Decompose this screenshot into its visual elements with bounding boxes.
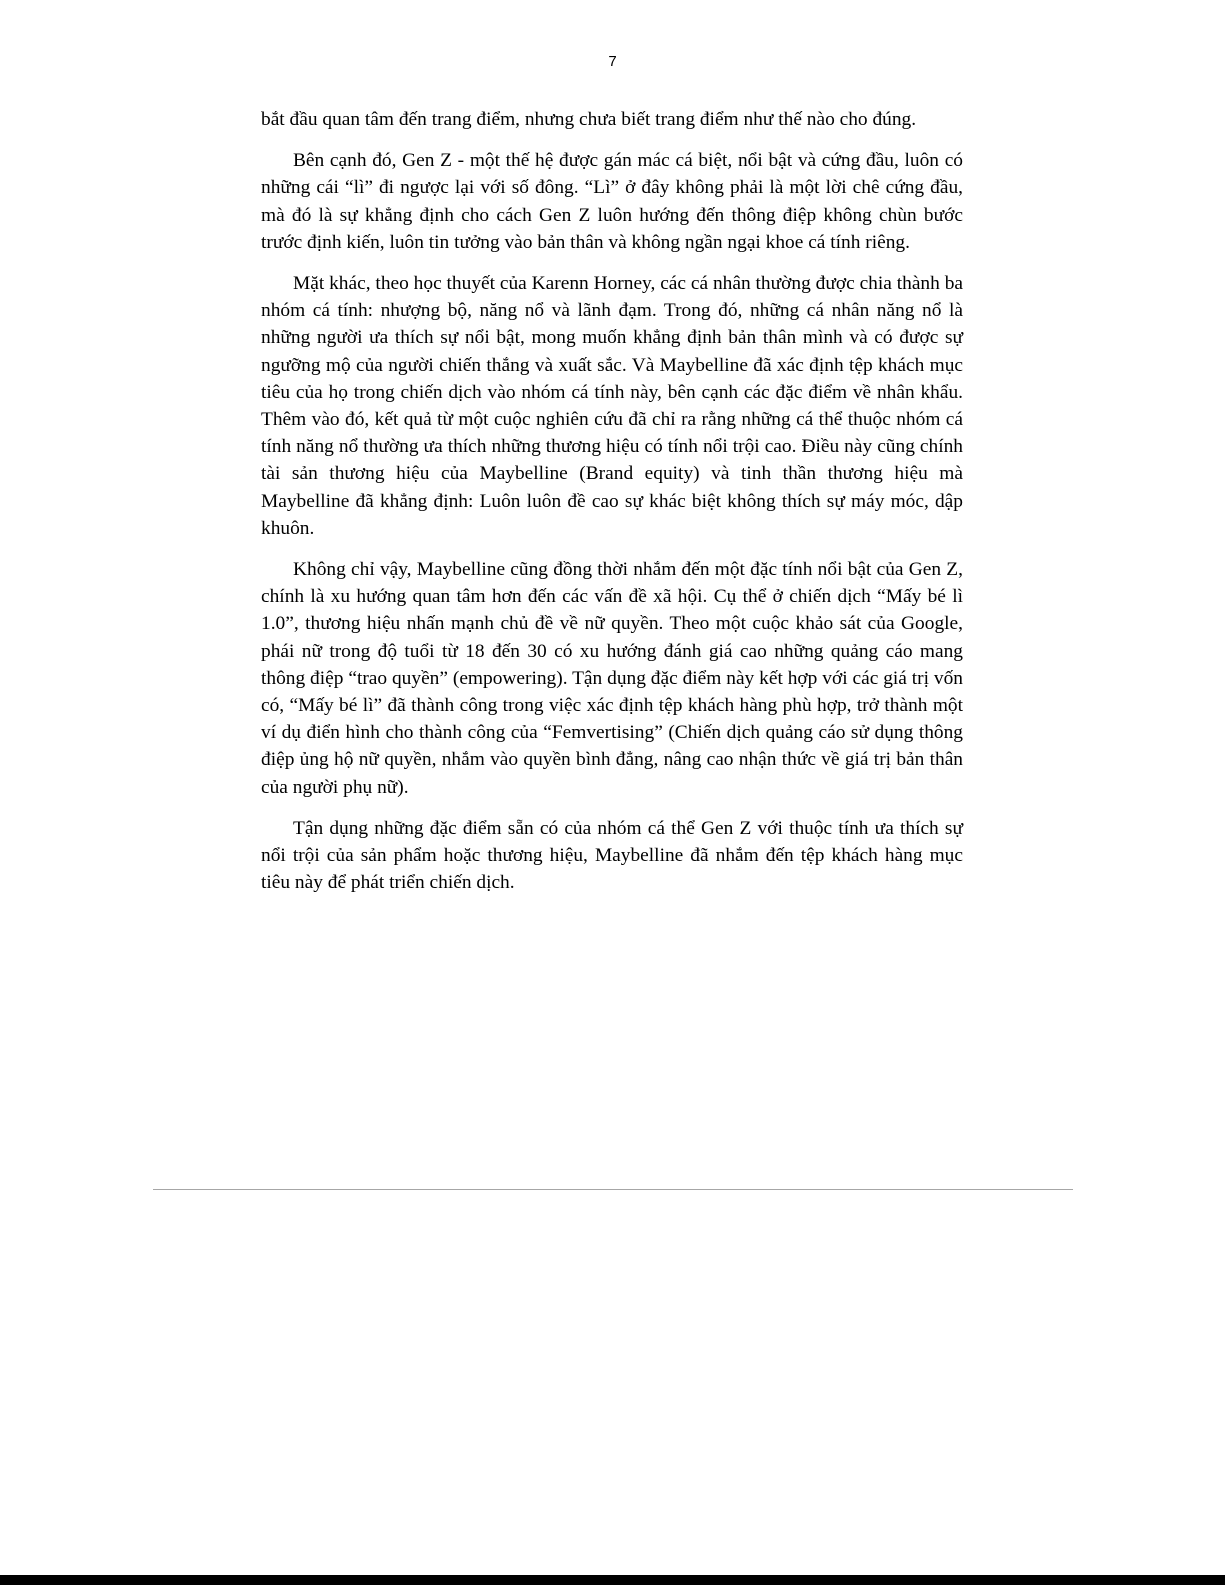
paragraph-social-issues: Không chỉ vậy, Maybelline cũng đồng thời nhắm đến một đặc tính nổi bật của Gen Z, chính là xu hướng quan tâm hơn đến các vấn đề xã hội. Cụ thể ở chiến dịch “Mấy bé lì 1.0”, thương hiệu nhấn mạnh chủ đề về nữ quyền. Theo một cuộc khảo sát của Google, phái nữ trong độ tuổi từ 18 đến 30 có xu hướng đánh giá cao những quảng cáo mang thông điệp “trao quyền” (empowering). Tận dụng đặc điểm này kết hợp với các giá trị vốn có, “Mấy bé lì” đã thành công trong việc xác định tệp khách hàng phù hợp, trở thành một ví dụ điển hình cho thành công của “Femvertising” (Chiến dịch quảng cáo sử dụng thông điệp ủng hộ nữ quyền, nhắm vào quyền bình đẳng, nâng cao nhận thức về giá trị bản thân của người phụ nữ). bbox=[261, 559, 963, 798]
paragraph-gen-z-li: Bên cạnh đó, Gen Z - một thế hệ được gán mác cá biệt, nổi bật và cứng đầu, luôn có những cái “lì” đi ngược lại với số đông. “Lì” ở đây không phải là một lời chê cứng đầu, mà đó là sự khẳng định cho cách Gen Z luôn hướng đến thông điệp không chùn bước trước định kiến, luôn tin tưởng vào bản thân và không ngần ngại khoe cá tính riêng. bbox=[261, 150, 963, 253]
page-number: 7 bbox=[608, 53, 617, 70]
document-body bbox=[261, 106, 963, 910]
paragraph-continued: bắt đầu quan tâm đến trang điểm, nhưng chưa biết trang điểm như thế nào cho đúng. bbox=[261, 109, 917, 130]
paragraph-karen-horney-theory: Mặt khác, theo học thuyết của Karenn Horney, các cá nhân thường được chia thành ba nhóm cá tính: nhượng bộ, năng nổ và lãnh đạm. Trong đó, những cá nhân năng nổ là những người ưa thích sự nổi bật, mong muốn khẳng định bản thân mình và có được sự ngưỡng mộ của người chiến thắng và xuất sắc. Và Maybelline đã xác định tệp khách mục tiêu của họ trong chiến dịch vào nhóm cá tính này, bên cạnh các đặc điểm về nhân khẩu. Thêm vào đó, kết quả từ một cuộc nghiên cứu đã chỉ ra rằng những cá thể thuộc nhóm cá tính năng nổ thường ưa thích những thương hiệu có tính nổi trội cao. Điều này cũng chính tài sản thương hiệu của Maybelline (Brand equity) và tinh thần thương hiệu mà Maybelline đã khẳng định: Luôn luôn đề cao sự khác biệt không thích sự máy móc, dập khuôn. bbox=[261, 273, 963, 539]
paragraph-conclusion: Tận dụng những đặc điểm sẵn có của nhóm cá thể Gen Z với thuộc tính ưa thích sự nổi trội của sản phẩm hoặc thương hiệu, Maybelline đã nhắm đến tệp khách hàng mục tiêu này để phát triển chiến dịch. bbox=[261, 817, 963, 894]
bottom-edge-bar bbox=[0, 1575, 1225, 1585]
page-divider-line bbox=[153, 1189, 1073, 1190]
